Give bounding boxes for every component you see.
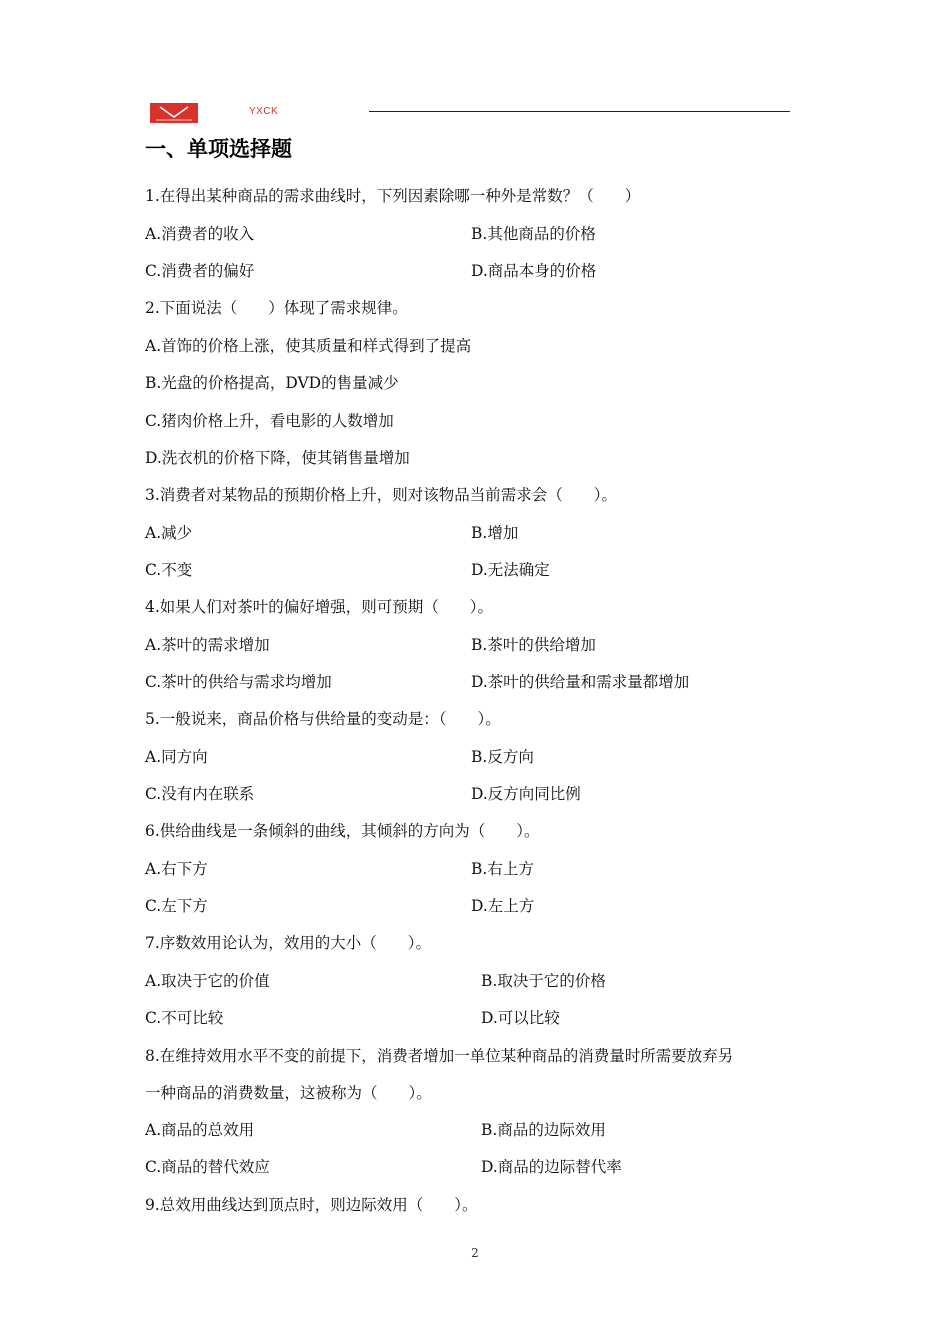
question-8-option-a: A.商品的总效用 — [145, 1121, 255, 1139]
question-7-option-d: D.可以比较 — [481, 1009, 560, 1027]
question-5-stem: 5.一般说来，商品价格与供给量的变动是：（ ）。 — [145, 710, 501, 728]
question-4-option-a: A.茶叶的需求增加 — [145, 636, 270, 654]
header-rule — [369, 111, 790, 112]
question-4-option-b: B.茶叶的供给增加 — [471, 636, 596, 654]
question-6-option-d: D.左上方 — [471, 897, 535, 915]
question-2-option-a: A.首饰的价格上涨，使其质量和样式得到了提高 — [145, 337, 472, 355]
question-8-stem-line-1: 8.在维持效用水平不变的前提下，消费者增加一单位某种商品的消费量时所需要放弃另 — [145, 1047, 734, 1065]
question-1-option-d: D.商品本身的价格 — [471, 262, 597, 280]
question-2-option-d: D.洗衣机的价格下降，使其销售量增加 — [145, 449, 410, 467]
question-6-stem: 6.供给曲线是一条倾斜的曲线，其倾斜的方向为（ ）。 — [145, 822, 540, 840]
question-7-option-c: C.不可比较 — [145, 1009, 224, 1027]
brand-text: YXCK — [249, 106, 279, 117]
question-7-option-b: B.取决于它的价格 — [481, 972, 606, 990]
question-6-option-c: C.左下方 — [145, 897, 208, 915]
question-4-option-d: D.茶叶的供给量和需求量都增加 — [471, 673, 690, 691]
question-7-stem: 7.序数效用论认为，效用的大小（ ）。 — [145, 934, 432, 952]
question-9-stem: 9.总效用曲线达到顶点时，则边际效用（ ）。 — [145, 1196, 478, 1214]
question-1-option-c: C.消费者的偏好 — [145, 262, 255, 280]
question-8-option-d: D.商品的边际替代率 — [481, 1158, 622, 1176]
question-6-option-b: B.右上方 — [471, 860, 534, 878]
question-6-option-a: A.右下方 — [145, 860, 208, 878]
question-2-option-c: C.猪肉价格上升，看电影的人数增加 — [145, 412, 394, 430]
question-7-option-a: A.取决于它的价值 — [145, 972, 270, 990]
question-8-option-b: B.商品的边际效用 — [481, 1121, 606, 1139]
question-1-stem: 1.在得出某种商品的需求曲线时，下列因素除哪一种外是常数？（ ） — [145, 187, 641, 205]
question-1-option-b: B.其他商品的价格 — [471, 225, 596, 243]
question-3-option-b: B.增加 — [471, 524, 519, 542]
page-number: 2 — [471, 1246, 479, 1260]
question-3-option-a: A.减少 — [145, 524, 193, 542]
question-3-option-d: D.无法确定 — [471, 561, 550, 579]
question-5-option-b: B.反方向 — [471, 748, 534, 766]
question-5-option-d: D.反方向同比例 — [471, 785, 581, 803]
question-8-stem-line-2: 一种商品的消费数量，这被称为（ ）。 — [145, 1084, 432, 1102]
question-3-stem: 3.消费者对某物品的预期价格上升，则对该物品当前需求会（ ）。 — [145, 486, 618, 504]
question-3-option-c: C.不变 — [145, 561, 193, 579]
question-5-option-a: A.同方向 — [145, 748, 208, 766]
question-2-stem: 2.下面说法（ ）体现了需求规律。 — [145, 299, 408, 317]
logo-envelope-icon — [150, 103, 198, 123]
question-2-option-b: B.光盘的价格提高，DVD的售量减少 — [145, 374, 399, 392]
question-4-stem: 4.如果人们对茶叶的偏好增强，则可预期（ ）。 — [145, 598, 494, 616]
question-5-option-c: C.没有内在联系 — [145, 785, 255, 803]
section-title: 一、单项选择题 — [145, 137, 292, 161]
question-8-option-c: C.商品的替代效应 — [145, 1158, 270, 1176]
page-header — [150, 100, 790, 124]
question-4-option-c: C.茶叶的供给与需求均增加 — [145, 673, 332, 691]
question-1-option-a: A.消费者的收入 — [145, 225, 255, 243]
